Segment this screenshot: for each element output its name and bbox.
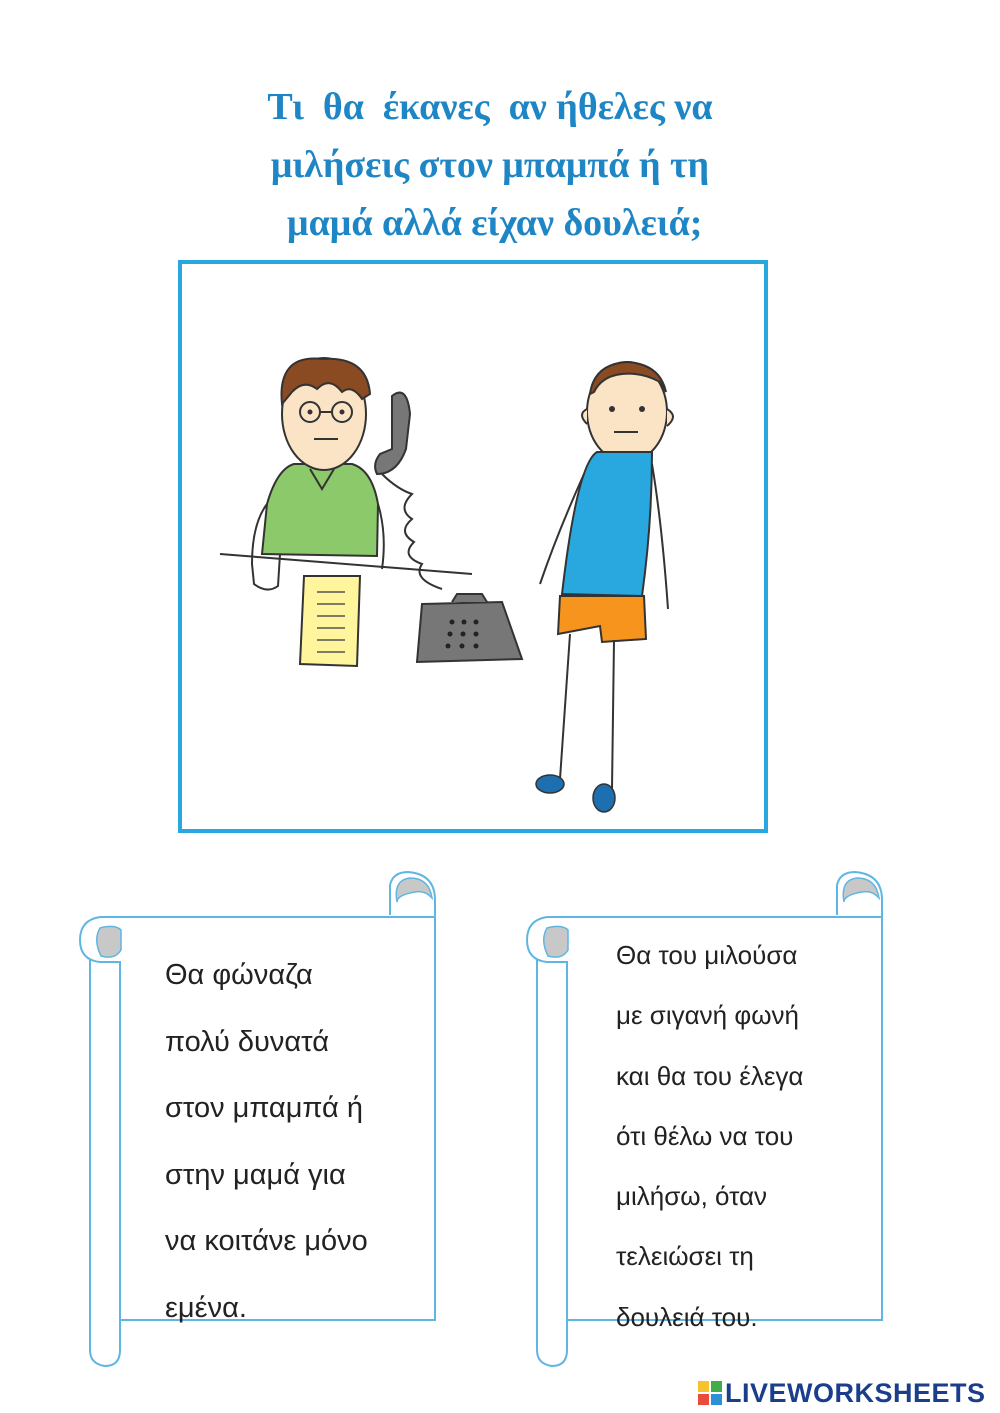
- child-shoe-left: [536, 775, 564, 793]
- child-shirt: [562, 452, 652, 596]
- illustration-frame: [178, 260, 768, 833]
- answer-text: [616, 925, 803, 1347]
- answer-line: με σιγανή φωνή: [616, 1000, 799, 1031]
- desk-line: [220, 554, 472, 574]
- answer-line: ότι θέλω να του: [616, 1120, 794, 1151]
- answer-option-left[interactable]: [75, 870, 445, 1370]
- answer-line: πολύ δυνατά: [165, 1025, 329, 1058]
- parent-on-phone-and-child-illustration: [182, 264, 764, 829]
- child-shorts: [558, 596, 646, 642]
- page-title: [150, 78, 830, 252]
- title-line: μαμά αλλά είχαν δουλειά;: [277, 202, 703, 244]
- answer-line: στην μαμά για: [165, 1158, 346, 1191]
- phone-base: [417, 602, 522, 662]
- answer-line: εμένα.: [165, 1291, 247, 1324]
- answer-option-right[interactable]: [522, 870, 892, 1370]
- title-line: Τι θα έκανες αν ήθελες να: [267, 86, 713, 128]
- liveworksheets-brand: [698, 1378, 986, 1408]
- child-shoe-right: [593, 784, 615, 812]
- parent-right-arm: [378, 504, 384, 569]
- answer-line: Θα φώναζα: [165, 959, 313, 991]
- parent-shirt: [262, 464, 378, 556]
- liveworksheets-logo-icon: [698, 1381, 722, 1405]
- answer-line: στον μπαμπά ή: [165, 1092, 363, 1124]
- brand-name: LIVEWORKSHEETS: [725, 1377, 986, 1408]
- answer-line: και θα του έλεγα: [616, 1060, 804, 1091]
- answer-line: Θα του μιλούσα: [616, 940, 798, 970]
- answer-line: τελειώσει τη: [616, 1241, 754, 1272]
- answer-line: να κοιτάνε μόνο: [165, 1225, 368, 1257]
- title-line: μιλήσεις στον μπαμπά ή τη: [270, 144, 710, 186]
- phone-handset: [375, 393, 410, 474]
- answer-text: [165, 942, 368, 1341]
- answer-line: μιλήσω, όταν: [616, 1181, 768, 1212]
- answer-line: δουλειά του.: [616, 1301, 758, 1332]
